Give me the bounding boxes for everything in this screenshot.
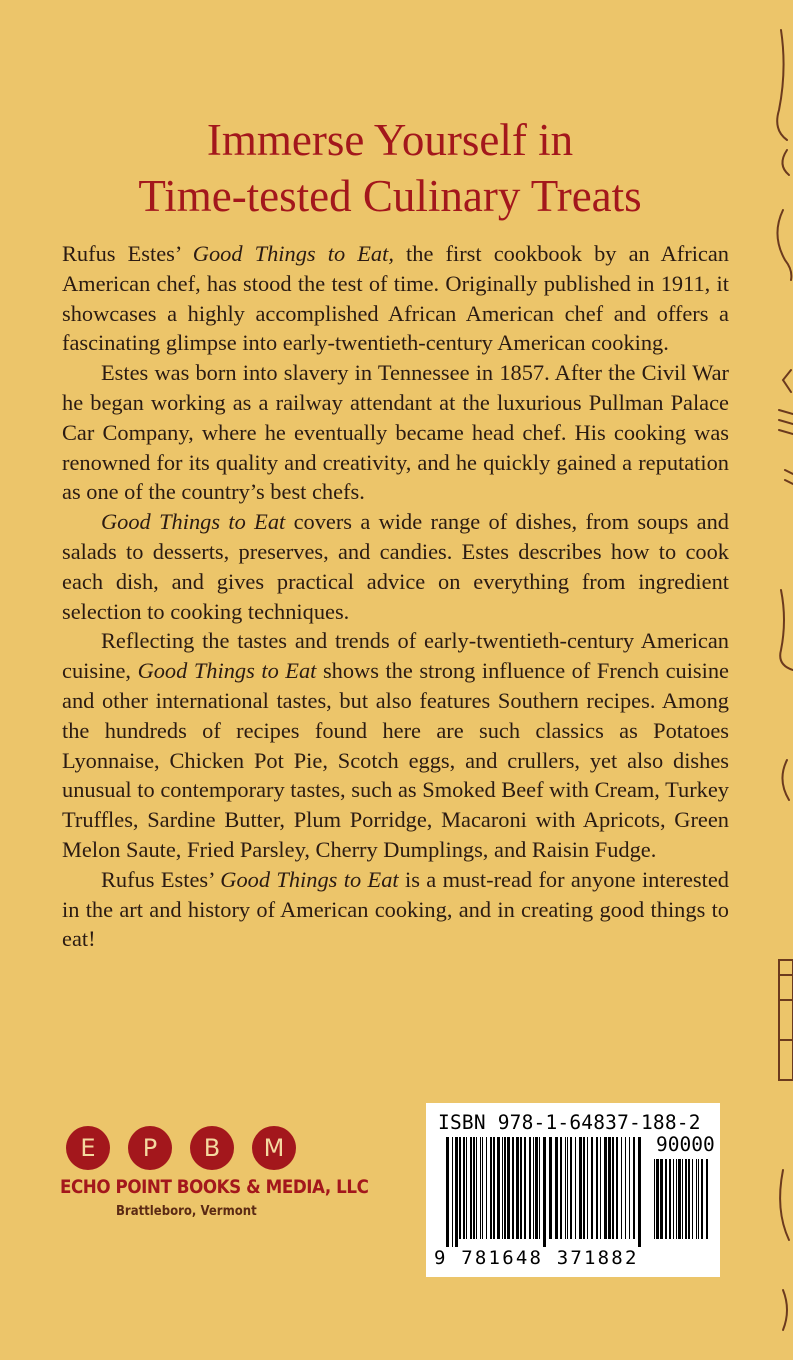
headline-line-1: Immerse Yourself in: [206, 115, 574, 165]
paragraph-text: the first cookbook by an African American chef, has stood the test of time. Originally published in 1911, it showcases a highly accomplished African American chef and offers a fascinating glimpse into early-twentieth-century American cooking.: [62, 241, 729, 356]
barcode-bar: [560, 1137, 562, 1239]
barcode-bar: [463, 1137, 465, 1239]
barcode-bar: [596, 1137, 598, 1239]
barcode-bar: [502, 1137, 503, 1239]
barcode-bar: [696, 1159, 697, 1239]
paragraph-text: Reflecting the tastes and trends of early-twentieth-century American cuisine,: [62, 628, 729, 684]
barcode-bar: [490, 1137, 492, 1239]
barcode-bar: [512, 1137, 514, 1239]
barcode-bar: [543, 1137, 546, 1247]
barcode-bar: [665, 1159, 667, 1239]
barcode-label: [426, 1103, 720, 1277]
decorative-kitchen-sketches: [753, 0, 793, 1360]
barcode-bar: [706, 1159, 708, 1239]
barcode-bar: [660, 1159, 663, 1239]
barcode-bar: [654, 1159, 655, 1239]
barcode-bar: [600, 1137, 601, 1239]
logo-circle-e: E: [66, 1126, 110, 1170]
book-title-italic: Good Things to Eat: [220, 866, 399, 892]
barcode-bar: [673, 1159, 674, 1239]
barcode-bar: [616, 1137, 618, 1239]
barcode-bar: [524, 1137, 526, 1239]
barcode-bar: [446, 1137, 449, 1247]
barcode-bar: [608, 1137, 611, 1239]
description-text: [62, 239, 729, 954]
barcode-bar: [507, 1137, 510, 1239]
barcode-digits: 9 781648 371882: [434, 1247, 639, 1269]
barcode-bar: [701, 1159, 703, 1239]
barcode-bar: [638, 1137, 641, 1247]
barcode-bar: [452, 1137, 453, 1247]
headline: [40, 112, 740, 224]
barcode-bar: [669, 1159, 671, 1239]
barcode-bar: [604, 1137, 607, 1239]
barcode-bar: [493, 1137, 495, 1239]
barcode-bar: [676, 1159, 677, 1239]
paragraph-4: [62, 626, 729, 864]
barcode-bar: [459, 1137, 461, 1239]
book-title-italic: Good Things to Eat: [137, 658, 317, 684]
isbn-text: ISBN 978-1-64837-188-2: [438, 1111, 701, 1134]
barcode-bar: [549, 1137, 552, 1239]
barcode-bar: [565, 1137, 566, 1239]
barcode-bar: [529, 1137, 531, 1239]
logo-circle-b: B: [190, 1126, 234, 1170]
barcode-bar: [473, 1137, 475, 1239]
barcode-bar: [629, 1137, 630, 1239]
paragraph-5: [62, 865, 729, 954]
barcode-bar: [555, 1137, 558, 1239]
barcode-bar: [466, 1137, 467, 1239]
barcode-bar: [678, 1159, 681, 1239]
paragraph-1: [62, 239, 729, 358]
barcode-bar: [486, 1137, 487, 1239]
barcode-bar: [688, 1159, 690, 1239]
book-title-italic: Good Things to Eat: [101, 509, 286, 535]
barcode-bar: [504, 1137, 506, 1239]
barcode-bar: [533, 1137, 534, 1239]
logo-letter-circles: [66, 1126, 306, 1174]
headline-line-2: Time-tested Culinary Treats: [138, 171, 642, 221]
barcode-bar: [612, 1137, 614, 1239]
paragraph-text: Rufus Estes’: [62, 241, 193, 266]
barcode-bar: [497, 1137, 500, 1239]
paragraph-3: [62, 507, 729, 626]
barcode-main-bars: [446, 1137, 642, 1247]
barcode-bar: [579, 1137, 582, 1239]
barcode-bar: [567, 1137, 568, 1239]
barcode-bar: [476, 1137, 477, 1239]
paragraph-2: [62, 358, 729, 507]
barcode-bar: [516, 1137, 519, 1239]
barcode-bar: [621, 1137, 622, 1239]
barcode-bar: [633, 1137, 635, 1239]
book-title-italic: Good Things to Eat,: [192, 241, 394, 266]
paragraph-text: shows the strong influence of French cuisine and other international tastes, but also features Southern recipes. Among the hundreds of recipes found here are such classics as Potatoes Lyonnaise, Chicken Pot Pie, Scotch eggs, and crullers, yet also dishes unusual to contemporary tastes, such as Smoked Beef with Cream, Turkey Truffles, Sardine Butter, Plum Porridge, Macaroni with Apricots, Green Melon Saute, Fried Parsley, Cherry Dumplings, and Raisin Fudge.: [62, 658, 729, 862]
barcode-bar: [685, 1159, 687, 1239]
barcode-bar: [656, 1159, 659, 1239]
publisher-location: Brattleboro, Vermont: [116, 1204, 257, 1219]
paragraph-text: Rufus Estes’: [101, 866, 221, 892]
barcode-bar: [480, 1137, 481, 1239]
publisher-logo: [60, 1126, 369, 1236]
barcode-bar: [575, 1137, 576, 1239]
barcode-bar: [591, 1137, 593, 1239]
logo-circle-m: M: [252, 1126, 296, 1170]
paragraph-text: is a must-read for anyone interested in the art and history of American cooking, and in creating good things to eat!: [62, 866, 729, 952]
logo-circle-p: P: [128, 1126, 172, 1170]
barcode-bar: [698, 1159, 699, 1239]
publisher-name: ECHO POINT BOOKS & MEDIA, LLC: [60, 1176, 369, 1198]
barcode-bar: [692, 1159, 693, 1239]
barcode-bar: [535, 1137, 538, 1239]
barcode-bar: [520, 1137, 522, 1239]
paragraph-text: Estes was born into slavery in Tennessee in 1857. After the Civil War he began working as a railway attendant at the luxurious Pullman Palace Car Company, where he eventually became head chef. His cooking was renowned for its quality and creativity, and he quickly gained a reputation as one of the country’s best chefs.: [62, 360, 729, 505]
barcode-bar: [539, 1137, 540, 1239]
barcode-bar: [570, 1137, 572, 1239]
barcode-bar: [682, 1159, 683, 1239]
barcode-bar: [470, 1137, 472, 1239]
barcode-bar: [482, 1137, 483, 1239]
barcode-addon-bars: [654, 1159, 712, 1247]
paragraph-text: covers a wide range of dishes, from soups and salads to desserts, preserves, and candies. Estes describes how to cook each dish, and gives practical advice on everything from ingredient selection to cooking techniques.: [62, 509, 729, 624]
barcode-bar: [587, 1137, 588, 1239]
barcode-bar: [583, 1137, 585, 1239]
barcode-bar: [625, 1137, 626, 1239]
price-code: 90000: [656, 1133, 715, 1156]
barcode-bar: [455, 1137, 458, 1247]
